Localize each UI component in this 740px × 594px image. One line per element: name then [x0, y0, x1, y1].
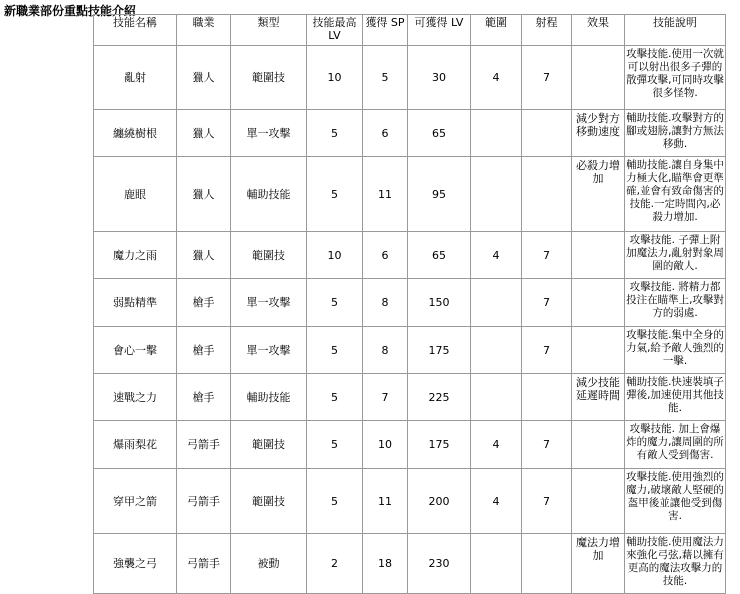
skill-sp: 11: [363, 469, 408, 534]
skill-desc: 攻擊技能.使用一次就可以射出很多子彈的散彈攻擊,可同時攻擊很多怪物.: [625, 46, 726, 110]
header-lv: 可獲得 LV: [408, 15, 471, 46]
skill-shot: 7: [522, 46, 572, 110]
skill-type: 範圍技: [231, 46, 307, 110]
header-desc: 技能說明: [625, 15, 726, 46]
skill-type: 範圍技: [231, 469, 307, 534]
skill-maxlv: 5: [307, 469, 363, 534]
skill-job: 弓箭手: [177, 469, 231, 534]
skill-lv: 230: [408, 534, 471, 594]
skill-sp: 5: [363, 46, 408, 110]
skill-effect: 魔法力增加: [572, 534, 625, 594]
skill-type: 單一攻擊: [231, 327, 307, 374]
skill-maxlv: 5: [307, 279, 363, 327]
skill-type: 輔助技能: [231, 157, 307, 232]
skill-shot: [522, 157, 572, 232]
skill-type: 輔助技能: [231, 374, 307, 421]
skill-name: 強襲之弓: [94, 534, 177, 594]
table-row: [94, 110, 726, 157]
skill-maxlv: 2: [307, 534, 363, 594]
skill-name: 纏繞樹根: [94, 110, 177, 157]
skill-maxlv: 5: [307, 421, 363, 469]
skill-desc: 攻擊技能. 將精力都投注在瞄準上,攻擊對方的弱處.: [625, 279, 726, 327]
skill-desc: 攻擊技能.使用強烈的魔力,破壞敵人堅硬的盔甲後並讓他受到傷害.: [625, 469, 726, 534]
skill-name: 魔力之雨: [94, 232, 177, 279]
skill-maxlv: 5: [307, 157, 363, 232]
skill-desc: 輔助技能.快速裝填子彈後,加速使用其他技能.: [625, 374, 726, 421]
skill-sp: 8: [363, 327, 408, 374]
skill-maxlv: 10: [307, 46, 363, 110]
skill-type: 單一攻擊: [231, 279, 307, 327]
table-row: [94, 374, 726, 421]
skill-job: 獵人: [177, 46, 231, 110]
skill-shot: 7: [522, 279, 572, 327]
skill-name: 會心一擊: [94, 327, 177, 374]
header-shot: 射程: [522, 15, 572, 46]
skill-shot: [522, 374, 572, 421]
skill-lv: 175: [408, 327, 471, 374]
header-job: 職業: [177, 15, 231, 46]
skill-effect: [572, 421, 625, 469]
header-type: 類型: [231, 15, 307, 46]
skill-range: [471, 534, 522, 594]
skill-job: 獵人: [177, 157, 231, 232]
skill-desc: 輔助技能.攻擊對方的腳或翅膀,讓對方無法移動.: [625, 110, 726, 157]
header-range: 範圍: [471, 15, 522, 46]
header-sp: 獲得 SP: [363, 15, 408, 46]
skill-job: 弓箭手: [177, 534, 231, 594]
page-title: 新職業部份重點技能介紹: [4, 4, 137, 18]
table-row: [94, 46, 726, 110]
skills-table: [93, 14, 726, 594]
skill-shot: 7: [522, 421, 572, 469]
skill-name: 速戰之力: [94, 374, 177, 421]
skill-desc: 攻擊技能. 子彈上附加魔法力,亂射對象周圍的敵人.: [625, 232, 726, 279]
header-effect: 效果: [572, 15, 625, 46]
skill-job: 槍手: [177, 374, 231, 421]
skill-lv: 150: [408, 279, 471, 327]
skill-range: [471, 279, 522, 327]
skill-effect: 減少對方移動速度: [572, 110, 625, 157]
skill-type: 範圍技: [231, 232, 307, 279]
skill-range: 4: [471, 421, 522, 469]
skill-type: 單一攻擊: [231, 110, 307, 157]
skill-name: 爆雨梨花: [94, 421, 177, 469]
table-row: [94, 534, 726, 594]
skill-shot: 7: [522, 327, 572, 374]
skill-sp: 6: [363, 110, 408, 157]
skill-job: 獵人: [177, 232, 231, 279]
skill-job: 獵人: [177, 110, 231, 157]
table-row: [94, 279, 726, 327]
skill-range: 4: [471, 469, 522, 534]
skill-name: 穿甲之箭: [94, 469, 177, 534]
skill-name: 鹿眼: [94, 157, 177, 232]
skill-range: [471, 110, 522, 157]
skill-shot: [522, 534, 572, 594]
skill-sp: 10: [363, 421, 408, 469]
skill-effect: [572, 46, 625, 110]
skill-range: [471, 157, 522, 232]
table-row: [94, 327, 726, 374]
skill-shot: 7: [522, 232, 572, 279]
skill-effect: 必殺力增加: [572, 157, 625, 232]
header-row: [94, 15, 726, 46]
header-maxlv: 技能最高 LV: [307, 15, 363, 46]
skill-effect: [572, 469, 625, 534]
skill-desc: 輔助技能.讓自身集中力極大化,瞄準會更準確,並會有致命傷害的技能.一定時間內,必殺力增加.: [625, 157, 726, 232]
skill-job: 弓箭手: [177, 421, 231, 469]
skill-sp: 18: [363, 534, 408, 594]
skill-desc: 攻擊技能. 加上會爆炸的魔力,讓周圍的所有敵人受到傷害.: [625, 421, 726, 469]
table-row: [94, 469, 726, 534]
skill-range: [471, 374, 522, 421]
skill-type: 範圍技: [231, 421, 307, 469]
skill-effect: [572, 327, 625, 374]
skill-desc: 輔助技能.使用魔法力來強化弓弦,藉以擁有更高的魔法攻擊力的技能.: [625, 534, 726, 594]
skill-effect: 減少技能延遲時間: [572, 374, 625, 421]
skill-maxlv: 5: [307, 110, 363, 157]
skill-lv: 175: [408, 421, 471, 469]
skill-lv: 200: [408, 469, 471, 534]
table-row: [94, 421, 726, 469]
table-row: [94, 157, 726, 232]
skill-effect: [572, 279, 625, 327]
skill-lv: 30: [408, 46, 471, 110]
skill-effect: [572, 232, 625, 279]
skill-desc: 攻擊技能.集中全身的力氣,給予敵人強烈的一擊.: [625, 327, 726, 374]
skill-lv: 65: [408, 110, 471, 157]
skill-maxlv: 10: [307, 232, 363, 279]
skill-lv: 225: [408, 374, 471, 421]
skill-lv: 95: [408, 157, 471, 232]
skill-maxlv: 5: [307, 374, 363, 421]
skill-maxlv: 5: [307, 327, 363, 374]
header-name: 技能名稱: [94, 15, 177, 46]
skill-name: 弱點精準: [94, 279, 177, 327]
skill-sp: 7: [363, 374, 408, 421]
table-row: [94, 232, 726, 279]
skill-range: 4: [471, 46, 522, 110]
skill-range: [471, 327, 522, 374]
skill-shot: [522, 110, 572, 157]
skill-range: 4: [471, 232, 522, 279]
skill-lv: 65: [408, 232, 471, 279]
skill-shot: 7: [522, 469, 572, 534]
skill-sp: 8: [363, 279, 408, 327]
skill-name: 亂射: [94, 46, 177, 110]
skill-type: 被動: [231, 534, 307, 594]
skill-job: 槍手: [177, 327, 231, 374]
skill-sp: 11: [363, 157, 408, 232]
skill-job: 槍手: [177, 279, 231, 327]
skill-sp: 6: [363, 232, 408, 279]
